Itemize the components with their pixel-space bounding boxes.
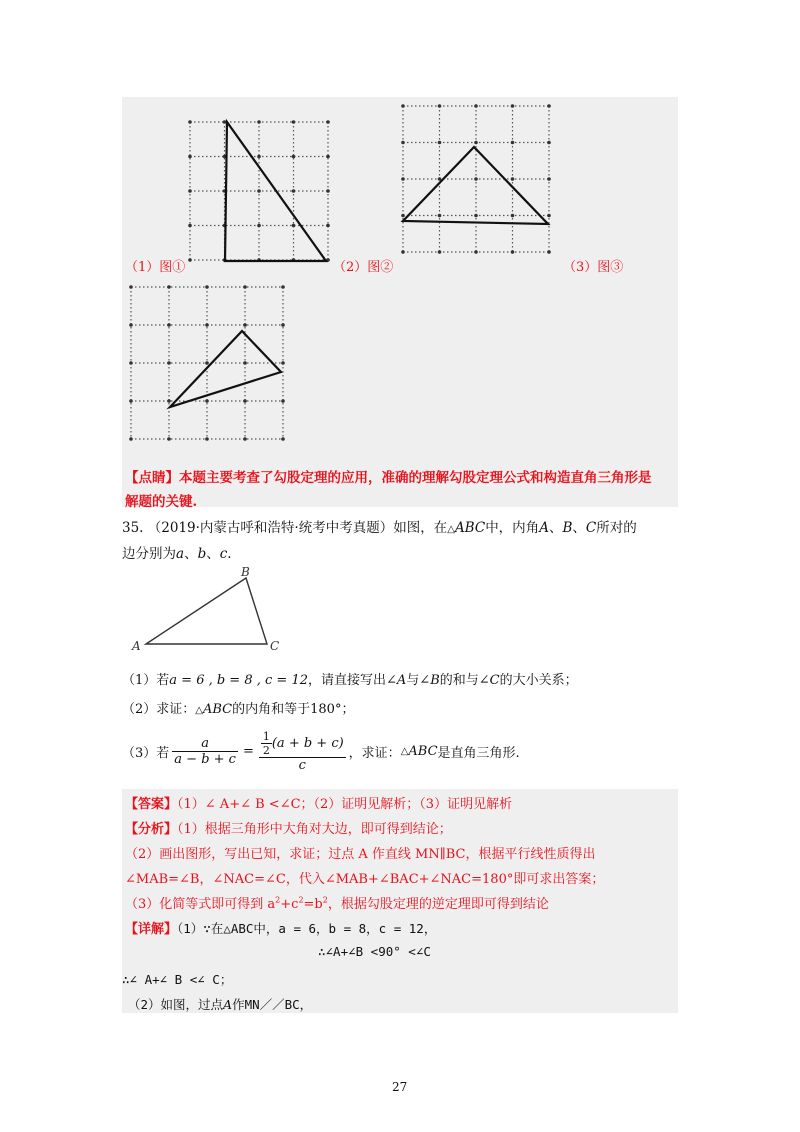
grid-dot [188, 155, 192, 159]
analysis-line-4 [125, 893, 549, 912]
q3-half [261, 730, 272, 757]
grid-dot [401, 177, 405, 181]
grid-dot [438, 141, 442, 145]
triangle-abc [146, 578, 267, 644]
detail-1b: a = 6，b = 8，c = 12， [278, 921, 437, 936]
detail-line-3: ∴∠ A+∠ B <∠ C； [122, 972, 233, 987]
grid-dot [243, 437, 247, 441]
grid-dot [167, 323, 171, 327]
figure-3-triangle [170, 331, 281, 407]
q1-angle-b: B [430, 673, 440, 688]
q3-triangle-symbol: △ [400, 745, 409, 757]
angle-a: A [539, 520, 549, 536]
tip-line-2: 解题的关键. [125, 494, 198, 510]
triangle-abc-figure [130, 565, 290, 655]
grid-dot [129, 285, 133, 289]
detail-line-4 [128, 995, 312, 1013]
vertex-label-c: C [270, 639, 280, 653]
q1-angle-c: C [489, 673, 500, 688]
analysis-4-sup3: 2 [322, 895, 328, 905]
grid-dot [292, 120, 296, 124]
grid-dot [438, 104, 442, 108]
q1-text-c: 与∠ [406, 673, 431, 688]
analysis-tag: 【分析】 [125, 822, 178, 837]
grid-dot [167, 285, 171, 289]
grid-3-lines [129, 285, 285, 441]
grid-dot [223, 120, 227, 124]
grid-dot [205, 323, 209, 327]
stem-text-b: 中，内角 [485, 520, 540, 536]
q2-text-b: 的内角和等于 [232, 702, 311, 717]
stem-text-c: 所对的 [596, 520, 637, 536]
grid-dot [281, 285, 285, 289]
grid-dot [511, 214, 515, 218]
detail-4b: 作MN／／BC， [232, 997, 313, 1012]
vertex-label-b: B [241, 565, 250, 579]
grid-dot [326, 155, 330, 159]
grid-dot [188, 224, 192, 228]
grid-dot [167, 437, 171, 441]
grid-dot [257, 155, 261, 159]
grid-dot [257, 189, 261, 193]
grid-dot [401, 104, 405, 108]
problem-number: 35. [122, 520, 144, 536]
grid-dot [326, 189, 330, 193]
q3-half-num: 1 [262, 729, 270, 743]
q2-text-a: （2）求证： [122, 702, 196, 717]
grid-dot [205, 437, 209, 441]
sep-3: 、 [184, 546, 198, 562]
grid-dot [281, 361, 285, 365]
problem-stem-line-2 [122, 542, 232, 562]
q1-angle-a: A [396, 673, 407, 688]
stem-line2-text: 边分别为 [122, 546, 176, 562]
grid-dot [129, 399, 133, 403]
grid-1-lines [188, 120, 330, 262]
q3-text-a: （3）若 [122, 745, 170, 761]
figure-label-3: （3）图③ [563, 260, 624, 275]
q1-text-d: 的和与∠ [439, 673, 490, 688]
grid-dot [188, 189, 192, 193]
grid-dot [547, 214, 551, 218]
tip-line-1 [125, 466, 652, 486]
analysis-4a: （3）化简等式即可得到 a [125, 897, 276, 912]
problem-stem-line-1 [122, 516, 637, 536]
analysis-4d: ，根据勾股定理的逆定理即可得到结论 [327, 897, 549, 912]
answer-tag: 【答案】 [125, 797, 178, 812]
vertex-label-a: A [132, 639, 141, 653]
q3-frac2-numerator [259, 730, 346, 758]
grid-dot [547, 177, 551, 181]
grid-dot [326, 120, 330, 124]
q2-text-c: ； [341, 702, 355, 717]
analysis-text-1: （1）根据三角形中大角对大边，即可得到结论； [177, 822, 452, 837]
answer-text: （1）∠ A+∠ B <∠C；（2）证明见解析；（3）证明见解析 [177, 797, 513, 812]
grid-dot [129, 323, 133, 327]
analysis-4c: =b [303, 897, 323, 912]
grid-dot [243, 399, 247, 403]
triangle-symbol: △ [447, 524, 455, 535]
q3-abc: ABC [408, 743, 438, 759]
q3-paren: (a + b + c) [271, 735, 344, 751]
angle-b: B [562, 520, 573, 536]
stem-line2-end: . [227, 546, 232, 562]
q3-fraction-2 [259, 730, 346, 773]
grid-dot [547, 104, 551, 108]
grid-dot [205, 399, 209, 403]
q1-text-b: ，请直接写出∠ [307, 673, 397, 688]
grid-figure-2 [400, 103, 552, 253]
grid-dot [188, 120, 192, 124]
answer-line [125, 793, 512, 812]
problem-source: （2019·内蒙古呼和浩特·统考中考真题） [147, 520, 394, 536]
q3-text-b: ，求证： [348, 745, 401, 761]
grid-dot [401, 214, 405, 218]
grid-dot [243, 323, 247, 327]
grid-dot [511, 104, 515, 108]
grid-dot [474, 177, 478, 181]
grid-dot [257, 224, 261, 228]
grid-dot [511, 250, 515, 254]
grid-dot [281, 323, 285, 327]
grid-dot [326, 224, 330, 228]
detail-4-point-a: A [223, 997, 233, 1012]
figure-label-2: （2）图② [333, 260, 394, 275]
q2-abc: ABC [202, 702, 233, 717]
grid-dot [167, 399, 171, 403]
sep-2: 、 [572, 520, 586, 536]
grid-dot [188, 258, 192, 262]
q3-fraction-1 [172, 736, 238, 767]
grid-dot [474, 214, 478, 218]
q3-frac1-denominator: a − b + c [174, 751, 236, 767]
question-3 [122, 722, 520, 780]
grid-dot [438, 214, 442, 218]
q3-frac2-denominator: c [298, 757, 306, 773]
question-2 [122, 698, 354, 717]
side-c: c [219, 546, 228, 562]
grid-dot [243, 361, 247, 365]
abc-label: ABC [454, 520, 486, 536]
q3-frac1-numerator: a [172, 736, 238, 752]
grid-dot [511, 141, 515, 145]
grid-dot [281, 399, 285, 403]
analysis-4-sup1: 2 [275, 895, 281, 905]
angle-c: C [585, 520, 597, 536]
grid-figure-1 [190, 119, 330, 264]
q3-text-c: 是直角三角形. [437, 745, 520, 761]
detail-1a: （1）∵在△ABC中， [177, 921, 279, 936]
question-1 [122, 669, 578, 688]
grid-dot [129, 437, 133, 441]
grid-dot [292, 155, 296, 159]
grid-dot [401, 250, 405, 254]
page-number: 27 [392, 1080, 408, 1094]
grid-dot [474, 250, 478, 254]
grid-dot [438, 250, 442, 254]
q3-equals: = [242, 743, 254, 759]
side-b: b [197, 546, 207, 562]
detail-4a: （2）如图，过点 [128, 997, 224, 1012]
grid-dot [205, 361, 209, 365]
grid-dot [281, 437, 285, 441]
side-a: a [176, 546, 185, 562]
grid-dot [401, 141, 405, 145]
grid-dot [511, 177, 515, 181]
q3-half-den: 2 [262, 743, 270, 757]
grid-dot [547, 141, 551, 145]
grid-dot [243, 285, 247, 289]
grid-dot [474, 104, 478, 108]
detail-line-2: ∴∠A+∠B <90° <∠C [318, 944, 431, 959]
q2-degrees: 180° [310, 702, 342, 717]
grid-2-lines [401, 104, 551, 254]
q2-triangle-symbol: △ [195, 705, 203, 716]
q1-values: a = 6 , b = 8 , c = 12 [169, 673, 308, 688]
figure-label-1: （1）图① [125, 260, 186, 275]
analysis-4-sup2: 2 [298, 895, 304, 905]
grid-dot [167, 361, 171, 365]
analysis-4b: +c [280, 897, 299, 912]
analysis-line-1 [125, 818, 452, 837]
detail-tag: 【详解】 [125, 922, 178, 937]
grid-dot [292, 189, 296, 193]
grid-dot [292, 224, 296, 228]
grid-dot [257, 120, 261, 124]
q1-text-e: 的大小关系； [499, 673, 578, 688]
tip-text-1: 本题主要考查了勾股定理的应用，准确的理解勾股定理公式和构造直角三角形是 [179, 470, 652, 486]
analysis-line-2: （2）画出图形，写出已知，求证；过点 A 作直线 MN∥BC，根据平行线性质得出 [125, 847, 596, 862]
grid-figure-3 [128, 284, 288, 449]
analysis-line-3: ∠MAB=∠B，∠NAC=∠C，代入∠MAB+∠BAC+∠NAC=180°即可求出答案； [125, 872, 605, 887]
stem-text-a: 如图，在 [393, 520, 448, 536]
grid-dot [205, 285, 209, 289]
tip-tag: 【点睛】 [125, 470, 179, 486]
grid-dot [474, 141, 478, 145]
sep-1: 、 [548, 520, 563, 536]
grid-dot [129, 361, 133, 365]
grid-dot [547, 250, 551, 254]
detail-line-1 [125, 918, 436, 937]
q1-text-a: （1）若 [122, 673, 170, 688]
sep-4: 、 [206, 546, 220, 562]
